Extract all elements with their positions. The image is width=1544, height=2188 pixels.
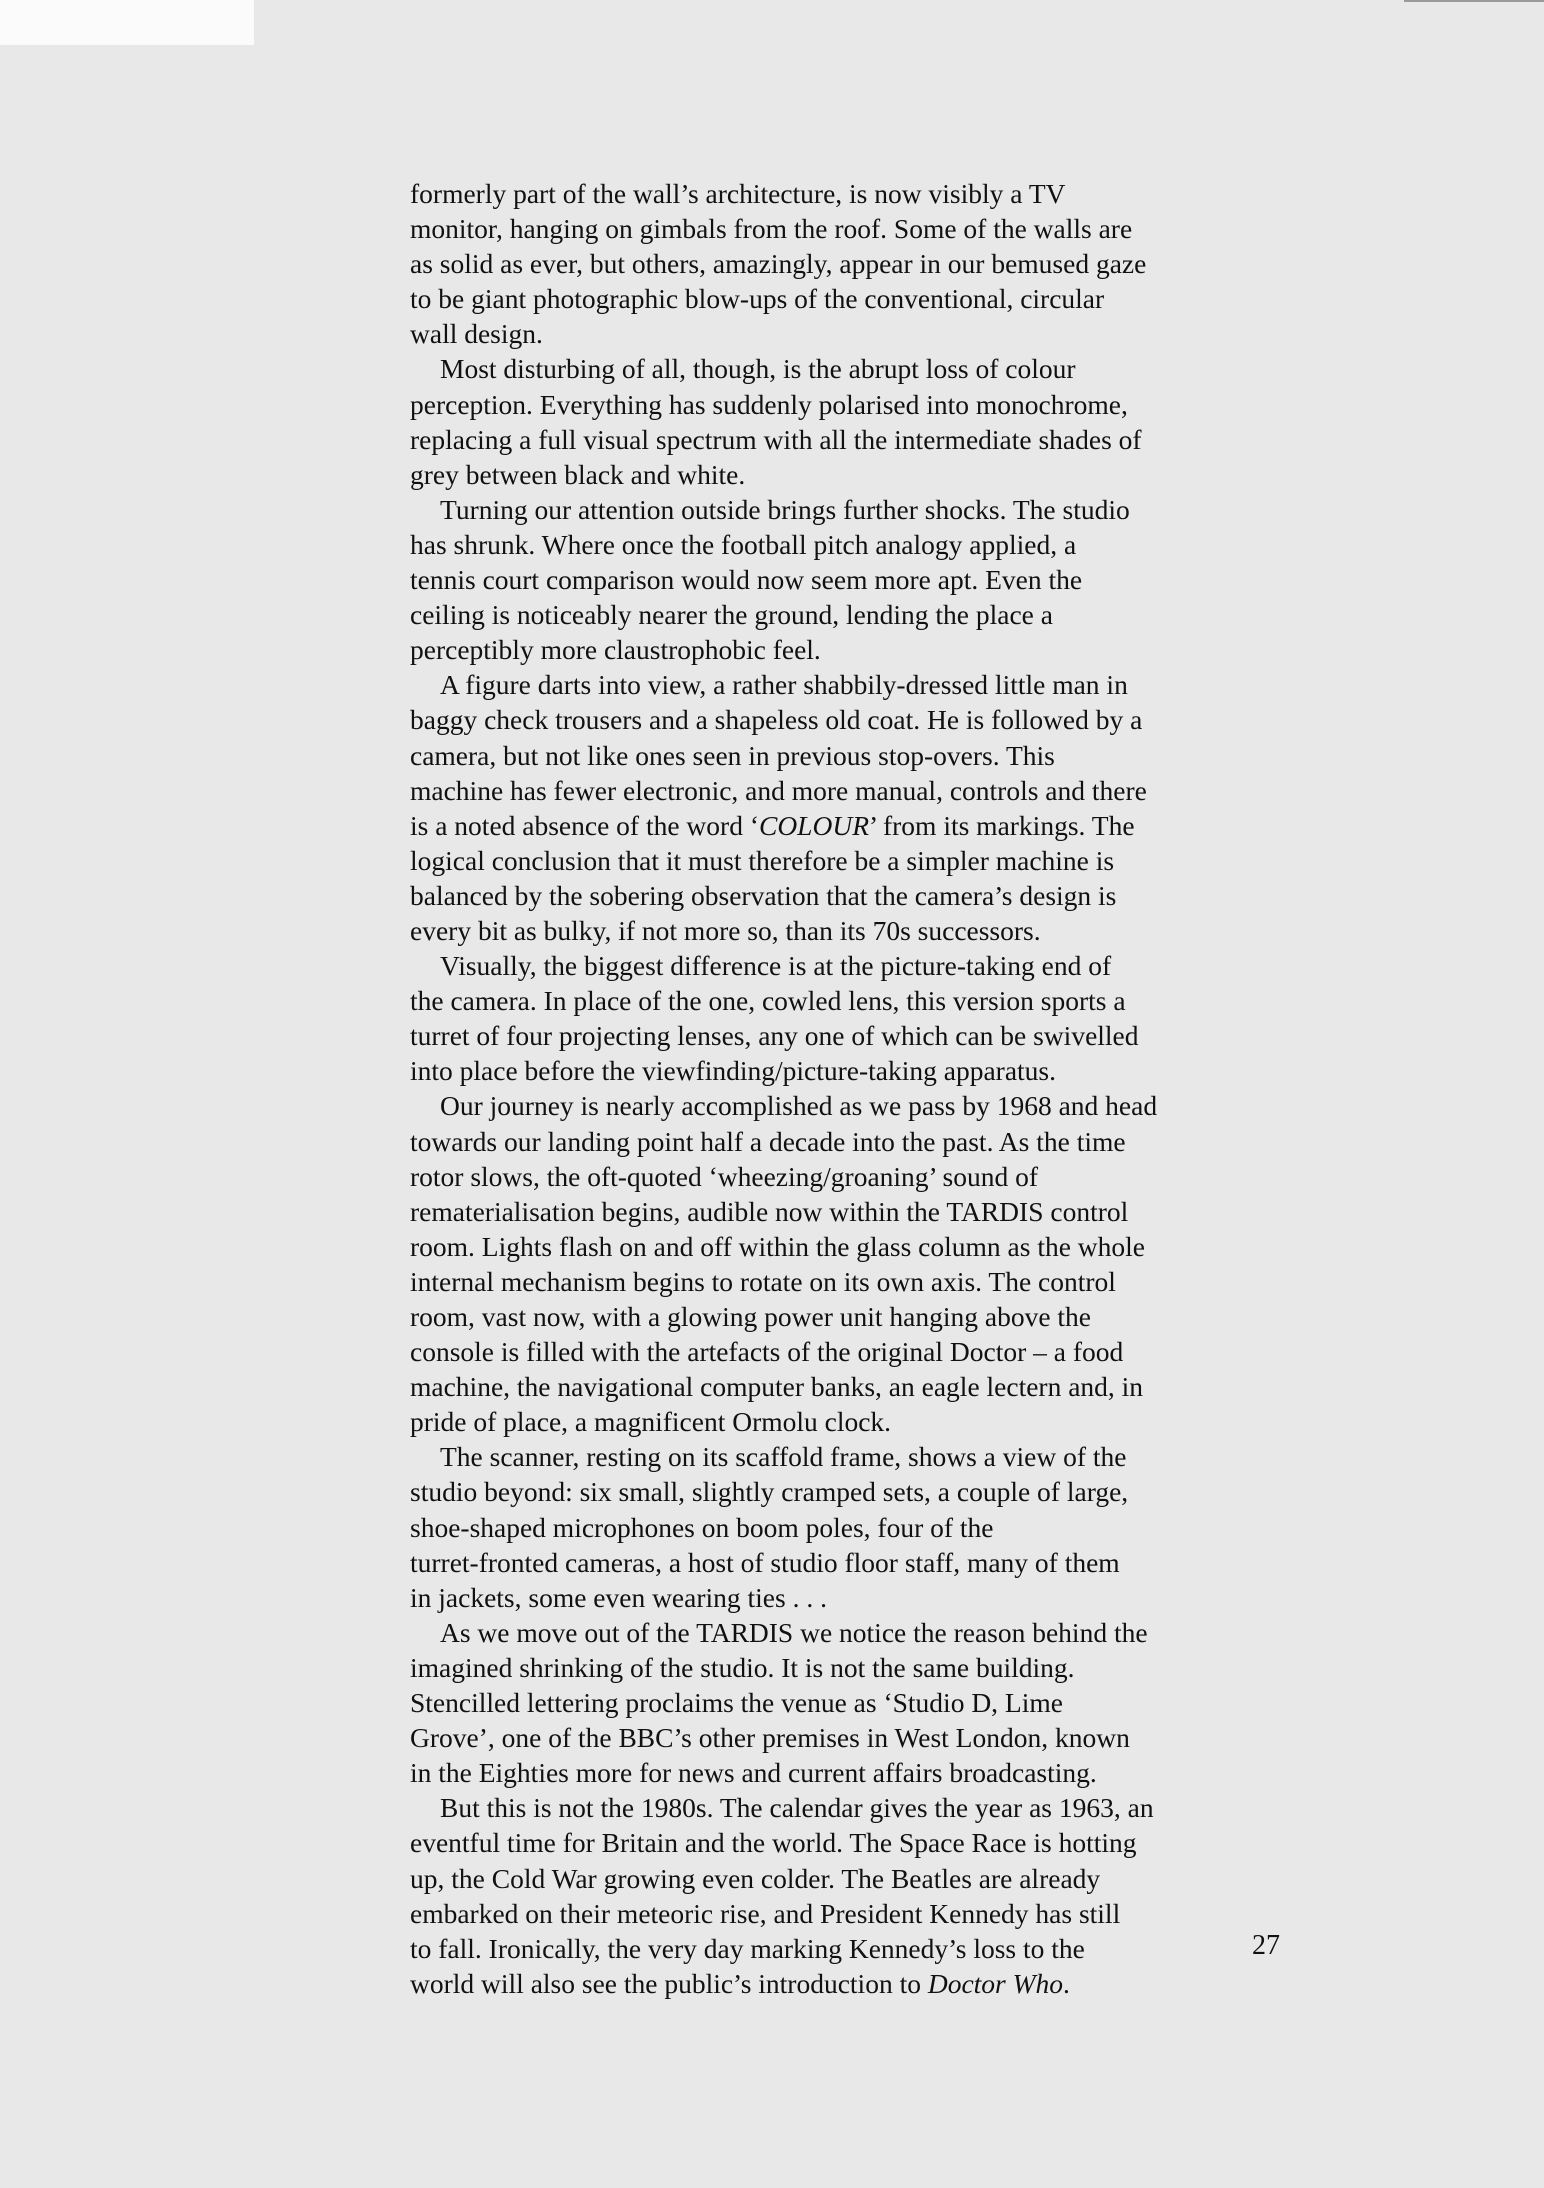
paragraph	[410, 1088, 1310, 1439]
text-line: towards our landing point half a decade into the past. As the time	[410, 1125, 1126, 1157]
text-line: in jackets, some even wearing ties . . .	[410, 1581, 827, 1613]
text-line: the camera. In place of the one, cowled lens, this version sports a	[410, 985, 1126, 1017]
paragraph	[410, 1790, 1310, 2001]
text-line: shoe-shaped microphones on boom poles, four of the	[410, 1511, 994, 1543]
text-line: Grove’, one of the BBC’s other premises in West London, known	[410, 1722, 1130, 1754]
text-line: has shrunk. Where once the football pitch analogy applied, a	[410, 528, 1077, 560]
text-line: turret-fronted cameras, a host of studio floor staff, many of them	[410, 1546, 1120, 1578]
text-line: As we move out of the TARDIS we notice the reason behind the	[440, 1616, 1148, 1648]
text-line	[410, 1966, 1310, 2001]
text-line: internal mechanism begins to rotate on its own axis. The control	[410, 1265, 1116, 1297]
text-line: Turning our attention outside brings further shocks. The studio	[440, 493, 1130, 525]
body-text	[410, 176, 1310, 2001]
text-line: tennis court comparison would now seem more apt. Even the	[410, 564, 1083, 596]
text-line: imagined shrinking of the studio. It is not the same building.	[410, 1651, 1075, 1683]
text-line: Our journey is nearly accomplished as we pass by 1968 and head	[440, 1090, 1158, 1122]
paragraph	[410, 176, 1310, 351]
text-segment: ’ from its markings. The	[869, 809, 1135, 841]
text-line: every bit as bulky, if not more so, than its 70s successors.	[410, 914, 1041, 946]
page-edge	[1404, 0, 1544, 2]
text-line	[410, 808, 1310, 843]
text-line: perceptibly more claustrophobic feel.	[410, 634, 821, 666]
text-line: grey between black and white.	[410, 458, 746, 490]
italic-text: COLOUR	[758, 809, 869, 841]
paragraph	[410, 1615, 1310, 1790]
text-line: balanced by the sobering observation that the camera’s design is	[410, 879, 1117, 911]
text-line: monitor, hanging on gimbals from the roof. Some of the walls are	[410, 213, 1133, 245]
text-line: perception. Everything has suddenly polarised into monochrome,	[410, 388, 1128, 420]
paragraph	[410, 351, 1310, 491]
text-line: machine, the navigational computer banks, an eagle lectern and, in	[410, 1371, 1144, 1403]
text-line: A figure darts into view, a rather shabbily-dressed little man in	[440, 669, 1128, 701]
text-line: logical conclusion that it must therefore be a simpler machine is	[410, 844, 1115, 876]
text-line: room, vast now, with a glowing power unit hanging above the	[410, 1301, 1092, 1332]
text-line: turret of four projecting lenses, any one of which can be swivelled	[410, 1020, 1139, 1052]
text-line: camera, but not like ones seen in previous stop-overs. This	[410, 739, 1055, 771]
text-line: rematerialisation begins, audible now within the TARDIS control	[410, 1195, 1129, 1227]
paragraph	[410, 667, 1310, 948]
text-line: rotor slows, the oft-quoted ‘wheezing/groaning’ sound of	[410, 1160, 1039, 1192]
paragraph	[410, 492, 1310, 667]
text-line: to be giant photographic blow-ups of the conventional, circular	[410, 283, 1105, 315]
text-segment: world will also see the public’s introduction to	[410, 1967, 928, 1999]
text-line: The scanner, resting on its scaffold frame, shows a view of the	[440, 1441, 1127, 1473]
text-line: ceiling is noticeably nearer the ground, lending the place a	[410, 599, 1053, 631]
text-line: room. Lights flash on and off within the glass column as the whole	[410, 1230, 1146, 1262]
text-line: eventful time for Britain and the world. The Space Race is hotting	[410, 1827, 1137, 1859]
italic-text: Doctor Who	[927, 1967, 1064, 1999]
scan-corner-patch	[0, 0, 254, 45]
text-line: as solid as ever, but others, amazingly, appear in our bemused gaze	[410, 248, 1147, 280]
text-line: to fall. Ironically, the very day marking Kennedy’s loss to the	[410, 1932, 1085, 1964]
text-line: Stencilled lettering proclaims the venue as ‘Studio D, Lime	[410, 1687, 1063, 1719]
text-line: up, the Cold War growing even colder. The Beatles are already	[410, 1862, 1101, 1894]
paragraph	[410, 1439, 1310, 1614]
text-line: replacing a full visual spectrum with all the intermediate shades of	[410, 423, 1142, 455]
page-number: 27	[1252, 1930, 1280, 1961]
text-segment: is a noted absence of the word ‘	[410, 809, 759, 841]
text-line: But this is not the 1980s. The calendar gives the year as 1963, an	[440, 1792, 1154, 1824]
text-line: formerly part of the wall’s architecture, is now visibly a TV	[410, 178, 1066, 209]
text-line: Most disturbing of all, though, is the abrupt loss of colour	[440, 353, 1076, 385]
text-line: console is filled with the artefacts of the original Doctor – a food	[410, 1336, 1124, 1368]
text-line: Visually, the biggest difference is at the picture-taking end of	[440, 950, 1112, 982]
text-line: wall design.	[410, 318, 543, 350]
text-line: studio beyond: six small, slightly cramped sets, a couple of large,	[410, 1476, 1129, 1508]
text-line: embarked on their meteoric rise, and President Kennedy has still	[410, 1897, 1121, 1929]
paragraph	[410, 948, 1310, 1088]
text-line: pride of place, a magnificent Ormolu clock.	[410, 1406, 892, 1438]
text-line: in the Eighties more for news and current affairs broadcasting.	[410, 1757, 1097, 1789]
text-line: baggy check trousers and a shapeless old coat. He is followed by a	[410, 704, 1143, 736]
text-segment: .	[1063, 1967, 1070, 1999]
text-line: into place before the viewfinding/picture-taking apparatus.	[410, 1055, 1057, 1087]
text-line: machine has fewer electronic, and more manual, controls and there	[410, 774, 1147, 806]
